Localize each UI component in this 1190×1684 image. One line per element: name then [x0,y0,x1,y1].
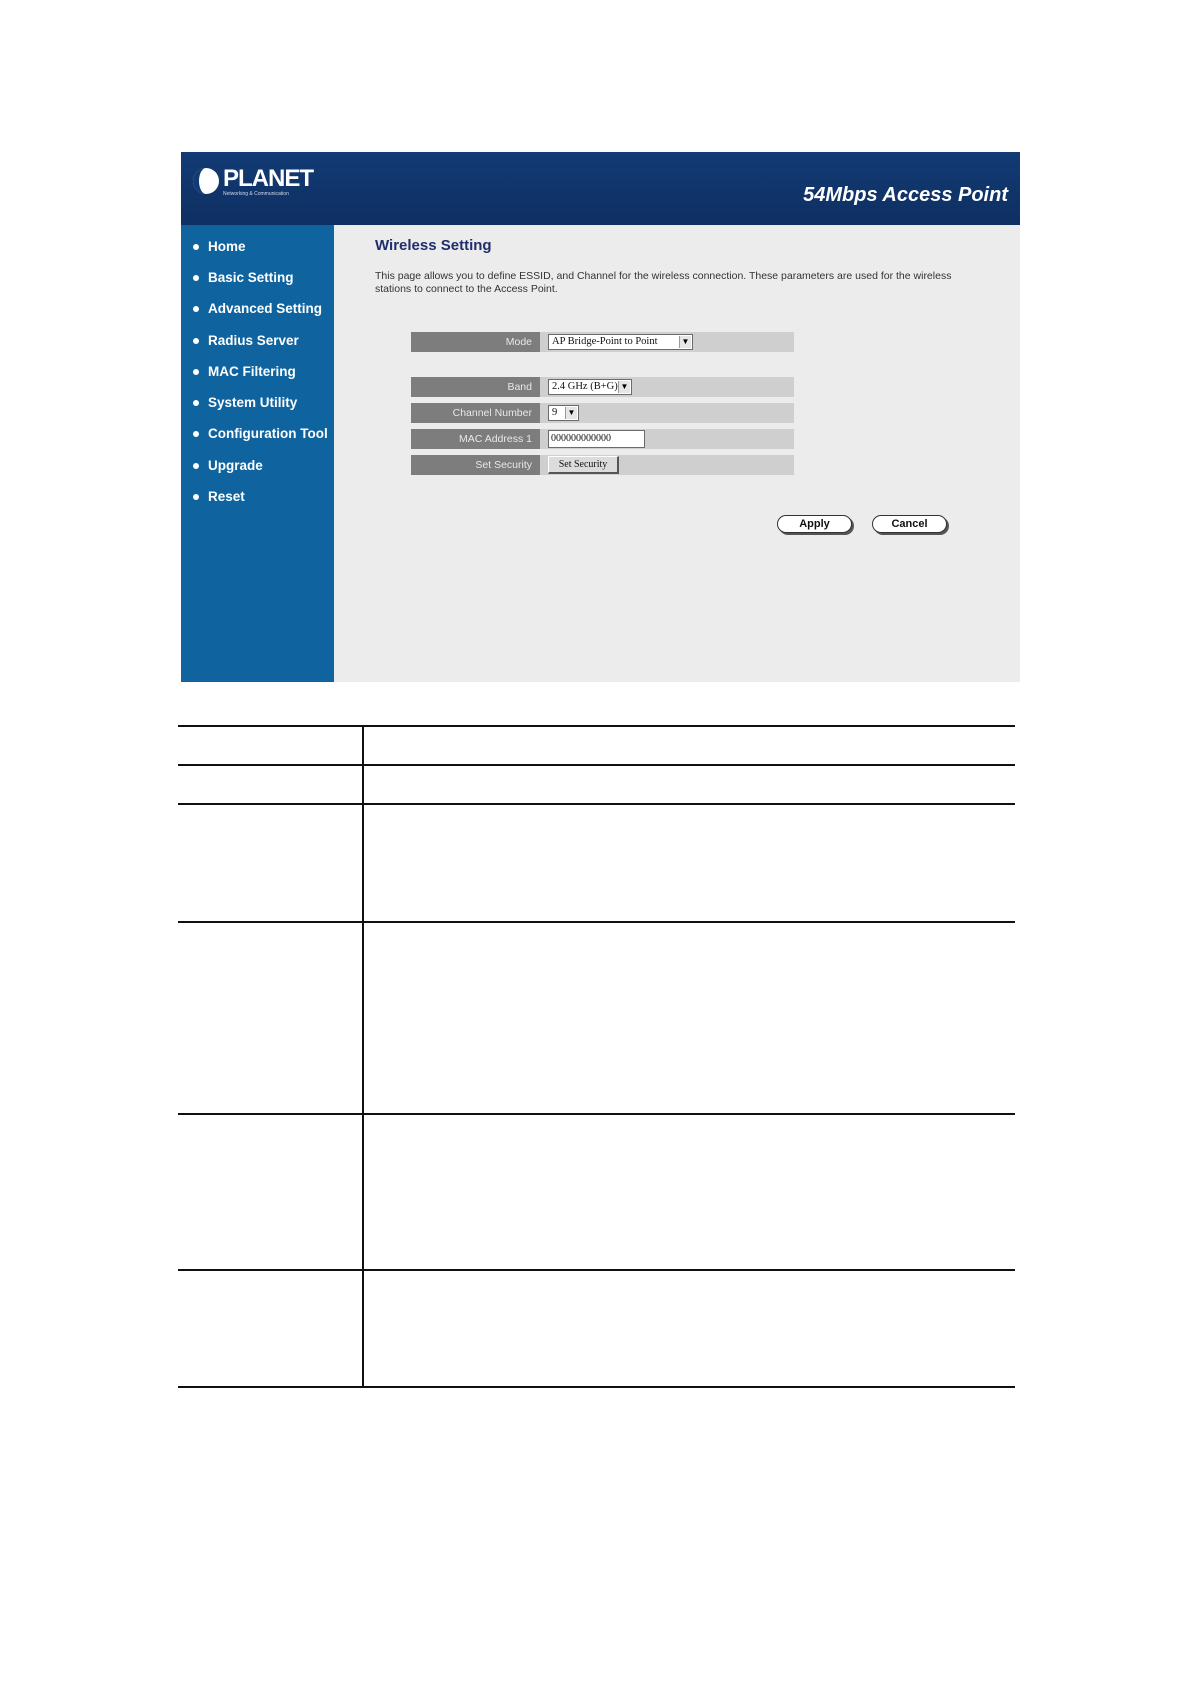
table-rule [178,1269,1015,1271]
security-label: Set Security [411,455,540,475]
mode-select-value: AP Bridge-Point to Point [552,336,658,347]
page-title: Wireless Setting [375,237,492,254]
bullet-icon [193,338,199,344]
channel-select[interactable] [548,405,579,421]
sidebar-item-label: Advanced Setting [208,301,323,316]
bullet-icon [193,400,199,406]
main-content [334,225,1020,682]
product-title: 54Mbps Access Point [803,184,1008,206]
table-rule [178,1386,1015,1388]
sidebar-item-upgrade[interactable] [193,458,263,473]
bullet-icon [193,463,199,469]
sidebar-nav [181,225,334,682]
sidebar-item-label: Basic Setting [208,270,294,285]
mac-address-input[interactable]: 000000000000 [548,430,645,448]
band-label: Band [411,377,540,397]
mode-select[interactable] [548,334,693,350]
bullet-icon [193,369,199,375]
band-row [411,377,794,397]
table-rule [178,725,1015,727]
bullet-icon [193,275,199,281]
header-banner [181,152,1020,225]
chevron-down-icon[interactable]: ▼ [679,336,691,348]
channel-label: Channel Number [411,403,540,423]
sidebar-item-label: Reset [208,489,245,504]
sidebar-item-basic-setting[interactable] [193,270,294,285]
planet-logo-icon [191,166,221,196]
sidebar-item-label: Radius Server [208,333,299,348]
apply-button[interactable]: Apply [777,515,852,533]
logo-wordmark: PLANET [223,165,313,192]
table-column-divider [362,725,364,1387]
logo-tagline: Networking & Communication [223,191,289,197]
band-select-value: 2.4 GHz (B+G) [552,381,618,392]
sidebar-item-label: Configuration Tool [208,426,328,441]
sidebar-item-configuration-tool[interactable] [193,426,328,441]
table-rule [178,921,1015,923]
sidebar-item-label: Upgrade [208,458,263,473]
sidebar-item-home[interactable] [193,239,246,254]
bullet-icon [193,431,199,437]
channel-row [411,403,794,423]
mac-row [411,429,794,449]
chevron-down-icon[interactable]: ▼ [565,407,577,419]
table-rule [178,764,1015,766]
chevron-down-icon[interactable]: ▼ [618,381,630,393]
cancel-button[interactable]: Cancel [872,515,947,533]
table-rule [178,803,1015,805]
set-security-button[interactable]: Set Security [548,456,619,474]
sidebar-item-advanced-setting[interactable] [193,301,322,316]
mac-label: MAC Address 1 [411,429,540,449]
page-description: This page allows you to define ESSID, and Channel for the wireless connection. These parameters are used for the wireless stations to connect to the Access Point. [375,270,952,295]
sidebar-item-label: System Utility [208,395,298,410]
sidebar-item-reset[interactable] [193,489,245,504]
sidebar-item-radius-server[interactable] [193,333,299,348]
mode-row [411,332,794,352]
planet-logo [191,166,313,197]
security-row [411,455,794,475]
bullet-icon [193,244,199,250]
bullet-icon [193,306,199,312]
band-select[interactable] [548,379,632,395]
channel-select-value: 9 [552,407,558,418]
table-rule [178,1113,1015,1115]
sidebar-item-label: MAC Filtering [208,364,296,379]
bullet-icon [193,494,199,500]
sidebar-item-mac-filtering[interactable] [193,364,296,379]
router-admin-screenshot [181,152,1020,682]
sidebar-item-system-utility[interactable] [193,395,297,410]
mode-label: Mode [411,332,540,352]
sidebar-item-label: Home [208,239,246,254]
